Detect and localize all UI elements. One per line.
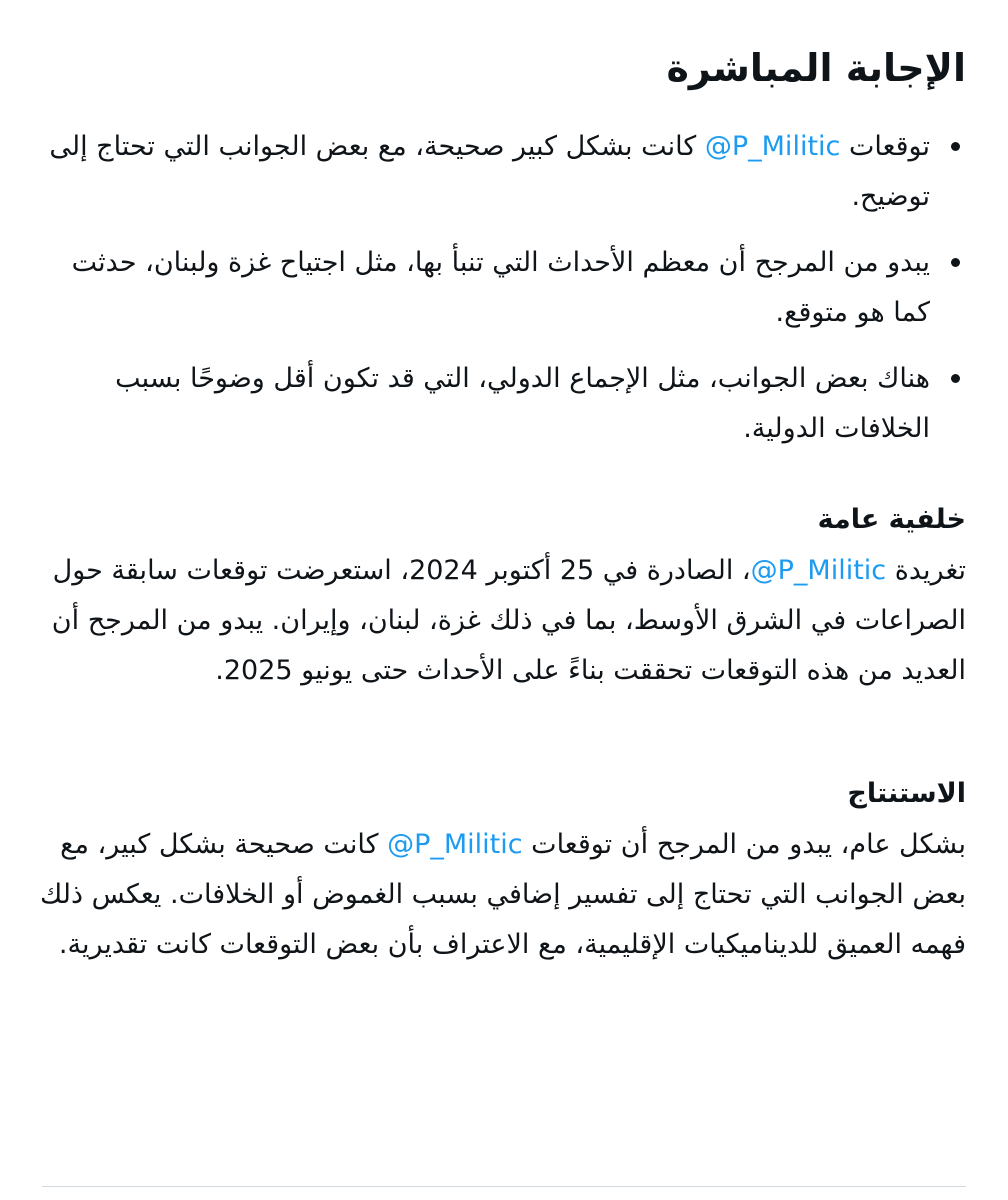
mention-link[interactable]: @P_Militic [750, 555, 887, 586]
direct-answer-list [36, 122, 966, 454]
bullet-dot-icon [951, 142, 960, 151]
conclusion-paragraph [36, 820, 966, 970]
conclusion-text-end: كانت صحيحة بشكل كبير، مع بعض الجوانب التي تحتاج إلى تفسير إضافي بسبب الغموض أو الخلافات. يعكس ذلك فهمه العميق للديناميكيات الإقليمية، مع الاعتراف بأن بعض التوقعات كانت تقديرية. [39, 829, 966, 960]
bullet-dot-icon [951, 258, 960, 267]
list-item [36, 122, 930, 222]
answer-content [36, 28, 966, 970]
bullet-dot-icon [951, 374, 960, 383]
bottom-divider [42, 1186, 966, 1187]
conclusion-title: الاستنتاج [847, 778, 966, 809]
list-item [36, 354, 930, 454]
mention-link[interactable]: @P_Militic [387, 829, 523, 860]
background-text-start: تغريدة [886, 555, 966, 586]
bullet-text: هناك بعض الجوانب، مثل الإجماع الدولي، التي قد تكون أقل وضوحًا بسبب الخلافات الدولية. [115, 363, 930, 444]
background-paragraph [36, 546, 966, 696]
bullet-text: يبدو من المرجح أن معظم الأحداث التي تنبأ بها، مثل اجتياح غزة ولبنان، حدثت كما هو متوقع. [71, 247, 930, 328]
list-item [36, 238, 930, 338]
direct-answer-title: الإجابة المباشرة [666, 46, 966, 90]
conclusion-text-start: بشكل عام، يبدو من المرجح أن توقعات [522, 829, 966, 860]
background-text-end: ، الصادرة في 25 أكتوبر 2024، استعرضت توقعات سابقة حول الصراعات في الشرق الأوسط، بما في ذلك غزة، لبنان، وإيران. يبدو من المرجح أن العديد من هذه التوقعات تحققت بناءً على الأحداث حتى يونيو 2025. [51, 555, 966, 686]
bullet-text-start: توقعات [840, 131, 930, 162]
mention-link[interactable]: @P_Militic [704, 131, 841, 162]
bullet-text-end: كانت بشكل كبير صحيحة، مع بعض الجوانب التي تحتاج إلى توضيح. [49, 131, 930, 212]
background-title: خلفية عامة [817, 504, 966, 535]
